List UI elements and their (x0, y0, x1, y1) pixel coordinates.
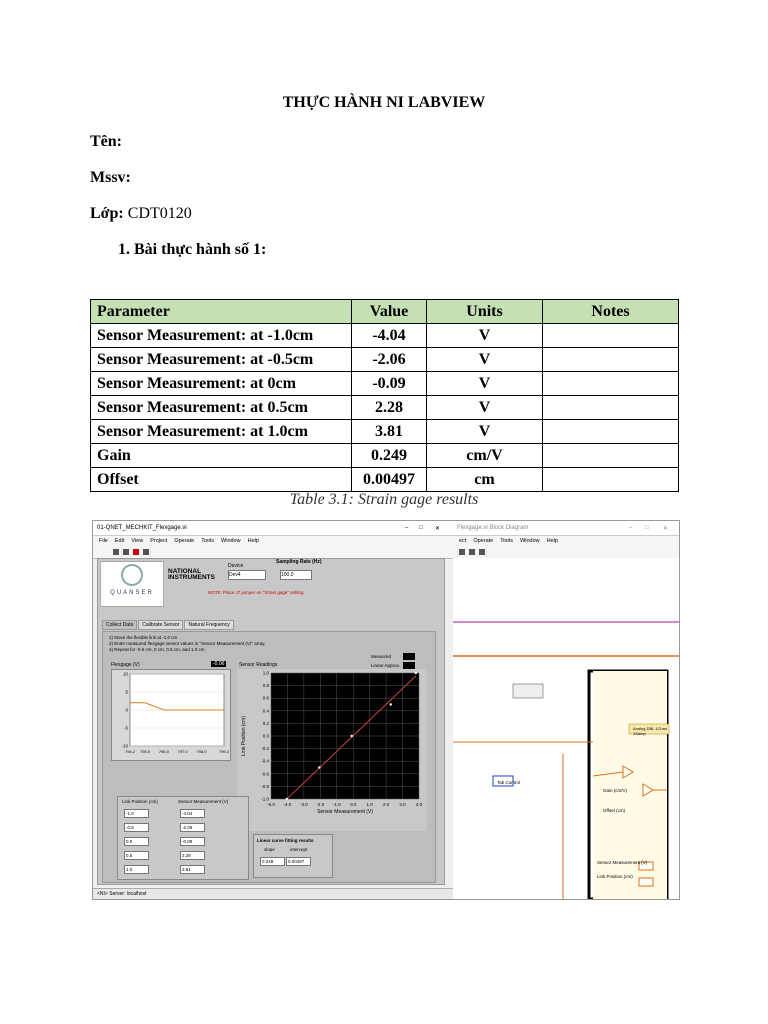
readings-label: Sensor Readings (239, 662, 278, 668)
front-panel-window (93, 521, 455, 899)
intercept-value: 0.00497 (286, 857, 311, 866)
instructions (109, 635, 265, 653)
fp-menu-edit[interactable]: Edit (114, 538, 125, 544)
name-field: Tên: (90, 133, 122, 150)
link-position-cell[interactable]: 0.5 (124, 851, 149, 860)
bd-tab-label: Tab Control (497, 780, 521, 785)
sensor-readings-chart (237, 669, 427, 831)
legend-linear: Linear Approx. (371, 663, 401, 668)
x-tick-label: 4.0 (415, 802, 423, 807)
measured-point (286, 798, 288, 800)
block-diagram-titlebar (453, 521, 679, 536)
value-cell: 2.28 (352, 396, 427, 420)
bd-minimize-icon[interactable]: – (629, 525, 633, 531)
fp-menu-file[interactable]: File (99, 538, 108, 544)
x-tick-label: 3.0 (399, 802, 406, 807)
units-cell: V (427, 396, 543, 420)
sensor-readings-chart-svg (237, 669, 427, 831)
units-cell: V (427, 420, 543, 444)
header-value: Value (352, 300, 427, 324)
notes-cell (543, 420, 679, 444)
abort-icon[interactable] (133, 549, 139, 555)
header-units: Units (427, 300, 543, 324)
bd-maximize-icon[interactable]: □ (645, 525, 649, 531)
fp-menu-window[interactable]: Window (221, 538, 241, 544)
fp-menu-help[interactable]: Help (247, 538, 259, 544)
units-cell: cm/V (427, 444, 543, 468)
fp-menu-view[interactable]: View (131, 538, 144, 544)
device-select[interactable]: Dev4 (228, 570, 266, 580)
units-cell: V (427, 348, 543, 372)
jumper-note: NOTE: Place J7 jumper on "Strain gage" setting. (208, 590, 305, 595)
slope-label: slope (264, 847, 275, 852)
bd-sensor-label: Sensor Measurement (V) (597, 860, 648, 865)
bd-offset-label: Offset (cm) (603, 808, 626, 813)
bd-close-icon[interactable]: ✕ (663, 525, 669, 532)
sensor-measurement-cell[interactable]: 3.81 (180, 865, 205, 874)
slope-value: 0.249 (260, 857, 285, 866)
device-label: Device (228, 563, 244, 569)
labview-screenshot (92, 520, 680, 900)
value-cell: -0.09 (352, 372, 427, 396)
y-tick-label: 0.0 (262, 733, 269, 739)
y-tick-label: 10 (122, 671, 128, 677)
table-row (91, 420, 679, 444)
flexgage-label: Flexgage (V) (111, 662, 140, 668)
notes-cell (543, 396, 679, 420)
parameter-cell: Sensor Measurement: at 1.0cm (91, 420, 352, 444)
units-cell: cm (427, 468, 543, 492)
link-position-cell[interactable]: -1.0 (124, 809, 149, 818)
x-tick-label: -3.0 (300, 802, 308, 807)
y-tick-label: 1.0 (262, 670, 269, 676)
run-arrow-icon[interactable] (113, 549, 119, 555)
tab-bar (102, 620, 234, 630)
measured-point (351, 735, 353, 737)
y-tick-label: 0.6 (262, 695, 269, 701)
tab-natural-frequency[interactable]: Natural Frequency (184, 620, 233, 630)
flexgage-chart-svg (112, 670, 230, 760)
notes-cell (543, 348, 679, 372)
x-tick-label: -5.0 (267, 802, 275, 807)
value-cell: -4.04 (352, 324, 427, 348)
run-continuous-icon[interactable] (123, 549, 129, 555)
bd-menu-operate[interactable]: Operate (473, 538, 494, 544)
value-cell: 0.249 (352, 444, 427, 468)
rate-input[interactable]: 100.0 (280, 570, 312, 580)
link-position-label: Link Position (cm) (122, 799, 158, 804)
table-row (91, 468, 679, 492)
table-row (91, 348, 679, 372)
sensor-measurement-cell[interactable]: -4.04 (180, 809, 205, 818)
maximize-icon[interactable]: □ (419, 525, 423, 531)
x-tick-label: 798.0 (196, 749, 207, 754)
minimize-icon[interactable]: – (405, 525, 409, 531)
x-tick-label: 0.0 (350, 802, 357, 807)
y-tick-label: -10 (121, 743, 128, 749)
y-tick-label: -1.0 (261, 796, 269, 802)
x-tick-label: 2.0 (382, 802, 390, 807)
table-row (91, 396, 679, 420)
intercept-label: intercept (290, 847, 308, 852)
instruction-line: 3) Repeat for -0.5 cm, 0 cm, 0.5 cm, and 1.0 cm. (109, 647, 206, 652)
x-tick-label: -2.0 (316, 802, 325, 807)
legend-measured-swatch (403, 653, 415, 660)
x-tick-label: -1.0 (332, 802, 341, 807)
bd-link-label: Link Position (cm) (597, 874, 633, 879)
x-tick-label: 799.2 (218, 749, 230, 754)
block-diagram-window (453, 521, 679, 899)
x-tick-label: 795.0 (140, 749, 151, 754)
units-cell: V (427, 372, 543, 396)
parameter-cell: Sensor Measurement: at -1.0cm (91, 324, 352, 348)
y-tick-label: 0.2 (262, 720, 269, 726)
fit-title: Linear curve fitting results (257, 838, 314, 843)
block-diagram-title: Flexgage.vi Block Diagram (457, 525, 529, 531)
pause-icon[interactable] (143, 549, 149, 555)
y-tick-label: 0.8 (262, 683, 269, 689)
rate-label: Sampling Rate (Hz) (276, 559, 322, 565)
flexgage-chart (111, 669, 231, 761)
doc-title: THỰC HÀNH NI LABVIEW (282, 94, 486, 111)
notes-cell (543, 324, 679, 348)
value-cell: 0.00497 (352, 468, 427, 492)
y-tick-label: -5 (123, 725, 128, 731)
parameter-cell: Gain (91, 444, 352, 468)
y-tick-label: -0.6 (261, 771, 269, 777)
y-tick-label: -0.4 (261, 758, 269, 764)
bd-menu-ect[interactable]: ect (459, 538, 467, 544)
y-tick-label: 0.4 (262, 708, 269, 714)
data-arrays (117, 796, 249, 880)
parameter-cell: Sensor Measurement: at -0.5cm (91, 348, 352, 372)
bd-menu-help[interactable]: Help (546, 538, 558, 544)
bd-gain-label: Gain (cm/V) (603, 788, 628, 793)
x-tick-label: 794.2 (124, 749, 136, 754)
table-row (91, 444, 679, 468)
bd-step-icon[interactable] (479, 549, 485, 555)
table-row (91, 324, 679, 348)
block-diagram-menubar (453, 536, 679, 546)
parameter-cell: Offset (91, 468, 352, 492)
header-notes: Notes (543, 300, 679, 324)
fp-menu-tools[interactable]: Tools (201, 538, 215, 544)
fp-menu-operate[interactable]: Operate (174, 538, 195, 544)
front-panel (97, 558, 445, 885)
class-field: Lớp: CDT0120 (90, 205, 192, 222)
x-tick-label: -4.0 (283, 802, 292, 807)
ni-logo: NATIONAL INSTRUMENTS (168, 568, 215, 581)
notes-cell (543, 468, 679, 492)
parameter-cell: Sensor Measurement: at 0.5cm (91, 396, 352, 420)
sensor-measurement-label: Sensor Measurement (V) (178, 799, 229, 804)
block-diagram (453, 558, 679, 899)
link-position-cell[interactable]: 0.0 (124, 837, 149, 846)
quanser-logo: QUANSER (100, 561, 164, 607)
x-tick-label: 797.0 (177, 749, 188, 754)
units-cell: V (427, 324, 543, 348)
sensor-measurement-cell[interactable]: -0.09 (180, 837, 205, 846)
sensor-measurement-cell[interactable]: -2.06 (180, 823, 205, 832)
y-tick-label: 0 (125, 707, 128, 713)
bd-menu-tools[interactable]: Tools (500, 538, 514, 544)
close-icon[interactable]: ✕ (435, 525, 441, 532)
quanser-logo-icon (117, 562, 147, 588)
value-cell: 3.81 (352, 420, 427, 444)
parameter-cell: Sensor Measurement: at 0cm (91, 372, 352, 396)
front-panel-titlebar (93, 521, 453, 536)
collect-data-tab (102, 631, 436, 883)
fit-results (253, 834, 333, 878)
y-tick-label: 5 (125, 689, 128, 695)
link-position-cell[interactable]: 1.0 (124, 865, 149, 874)
link-position-cell[interactable]: -0.5 (124, 823, 149, 832)
mssv-field: Mssv: (90, 169, 131, 186)
bd-menu-window[interactable]: Window (520, 538, 540, 544)
instruction-line: 1) Move the flexible link at -1.0 cm (109, 635, 178, 640)
status-bar: <NI> Server: localhost (93, 888, 457, 899)
notes-cell (543, 372, 679, 396)
sensor-measurement-cell[interactable]: 2.28 (180, 851, 205, 860)
header-parameter: Parameter (91, 300, 352, 324)
y-axis-label: Link Position (cm) (241, 716, 247, 756)
bd-run-icon[interactable] (459, 549, 465, 555)
section-heading: 1. Bài thực hành số 1: (118, 241, 267, 258)
tab-collect-data[interactable]: Collect Data (102, 620, 137, 630)
y-tick-label: -0.8 (261, 783, 269, 789)
flexgage-value: -0.06 (213, 661, 225, 667)
fp-menu-project[interactable]: Project (150, 538, 168, 544)
measured-point (390, 703, 392, 705)
front-panel-menubar (93, 536, 453, 546)
bd-highlight-icon[interactable] (469, 549, 475, 555)
measured-point (415, 672, 417, 674)
measured-point (318, 766, 320, 768)
table-caption: Table 3.1: Strain gage results (289, 491, 479, 508)
table-row (91, 372, 679, 396)
x-tick-label: 796.0 (158, 749, 169, 754)
legend-measured: Measured (371, 654, 392, 659)
front-panel-title: 01-QNET_MECHKIT_Flexgage.vi (97, 525, 187, 531)
results-table (90, 299, 679, 492)
x-tick-label: 1.0 (366, 802, 373, 807)
bd-analog-label: Analog DBL 1Chan 1Samp (633, 726, 668, 736)
notes-cell (543, 444, 679, 468)
instruction-line: 2) Enter measured flexgage sensor values in "Sensor Measurement (V)" array. (109, 641, 266, 646)
y-tick-label: -0.2 (261, 746, 269, 752)
x-axis-label: Sensor Measurement (V) (317, 809, 373, 815)
tab-calibrate-sensor[interactable]: Calibrate Sensor (138, 620, 183, 630)
value-cell: -2.06 (352, 348, 427, 372)
